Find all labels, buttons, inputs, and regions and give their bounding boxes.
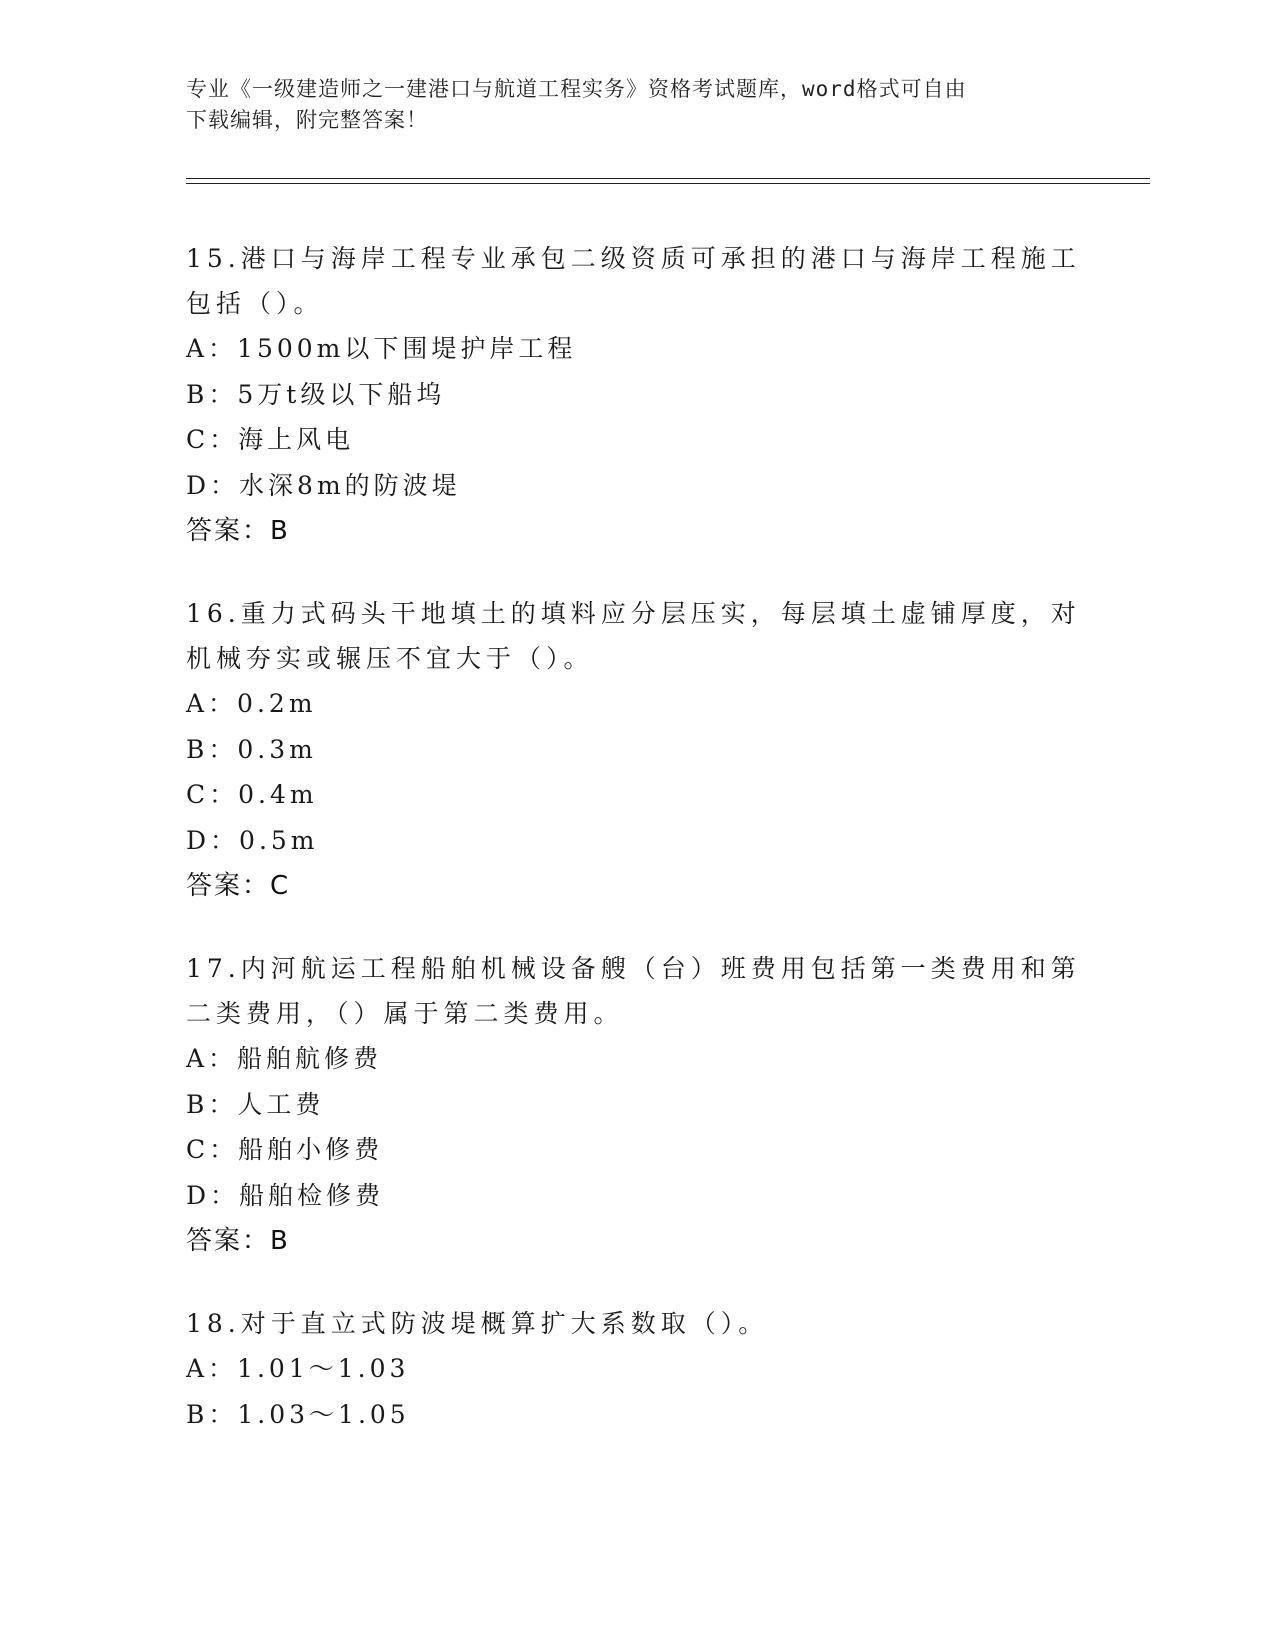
header-divider-top: [186, 178, 1150, 179]
option-b: B：人工费: [186, 1089, 325, 1119]
answer: 答案：B: [186, 516, 290, 546]
option-a: A：0.2m: [186, 689, 317, 718]
option-a: A：船舶航修费: [186, 1044, 383, 1073]
question-text: 17.内河航运工程船舶机械设备艘（台）班费用包括第一类费用和第二类费用，（）属于第二类费用。: [186, 954, 1081, 1028]
question-text: 15.港口与海岸工程专业承包二级资质可承担的港口与海岸工程施工包括（）。: [186, 244, 1081, 318]
header-divider-bottom: [186, 183, 1150, 184]
document-header: [186, 74, 1086, 136]
option-c: C：海上风电: [186, 425, 355, 454]
option-d: D：水深8m的防波堤: [186, 470, 461, 500]
question-15: [186, 236, 1086, 554]
option-b: B：0.3m: [186, 734, 317, 764]
answer: 答案：C: [186, 871, 291, 901]
question-text: 18.对于直立式防波堤概算扩大系数取（）。: [186, 1309, 769, 1338]
answer: 答案：B: [186, 1226, 290, 1256]
question-16: [186, 591, 1086, 909]
question-text: 16.重力式码头干地填土的填料应分层压实，每层填土虚铺厚度，对机械夯实或辗压不宜大于（）。: [186, 599, 1081, 673]
option-b: B：1.03～1.05: [186, 1399, 410, 1429]
option-c: C：船舶小修费: [186, 1135, 384, 1164]
question-list: [186, 236, 1086, 1474]
question-18: [186, 1301, 1086, 1437]
option-d: D：0.5m: [186, 825, 319, 855]
option-b: B：5万t级以下船坞: [186, 379, 446, 409]
header-line-2: 下载编辑，附完整答案！: [186, 108, 428, 132]
option-a: A：1500m以下围堤护岸工程: [186, 334, 577, 363]
option-c: C：0.4m: [186, 780, 318, 809]
header-line-1: 专业《一级建造师之一建港口与航道工程实务》资格考试题库，word格式可自由: [186, 77, 967, 101]
question-17: [186, 946, 1086, 1264]
option-a: A：1.01～1.03: [186, 1354, 410, 1383]
option-d: D：船舶检修费: [186, 1180, 385, 1210]
